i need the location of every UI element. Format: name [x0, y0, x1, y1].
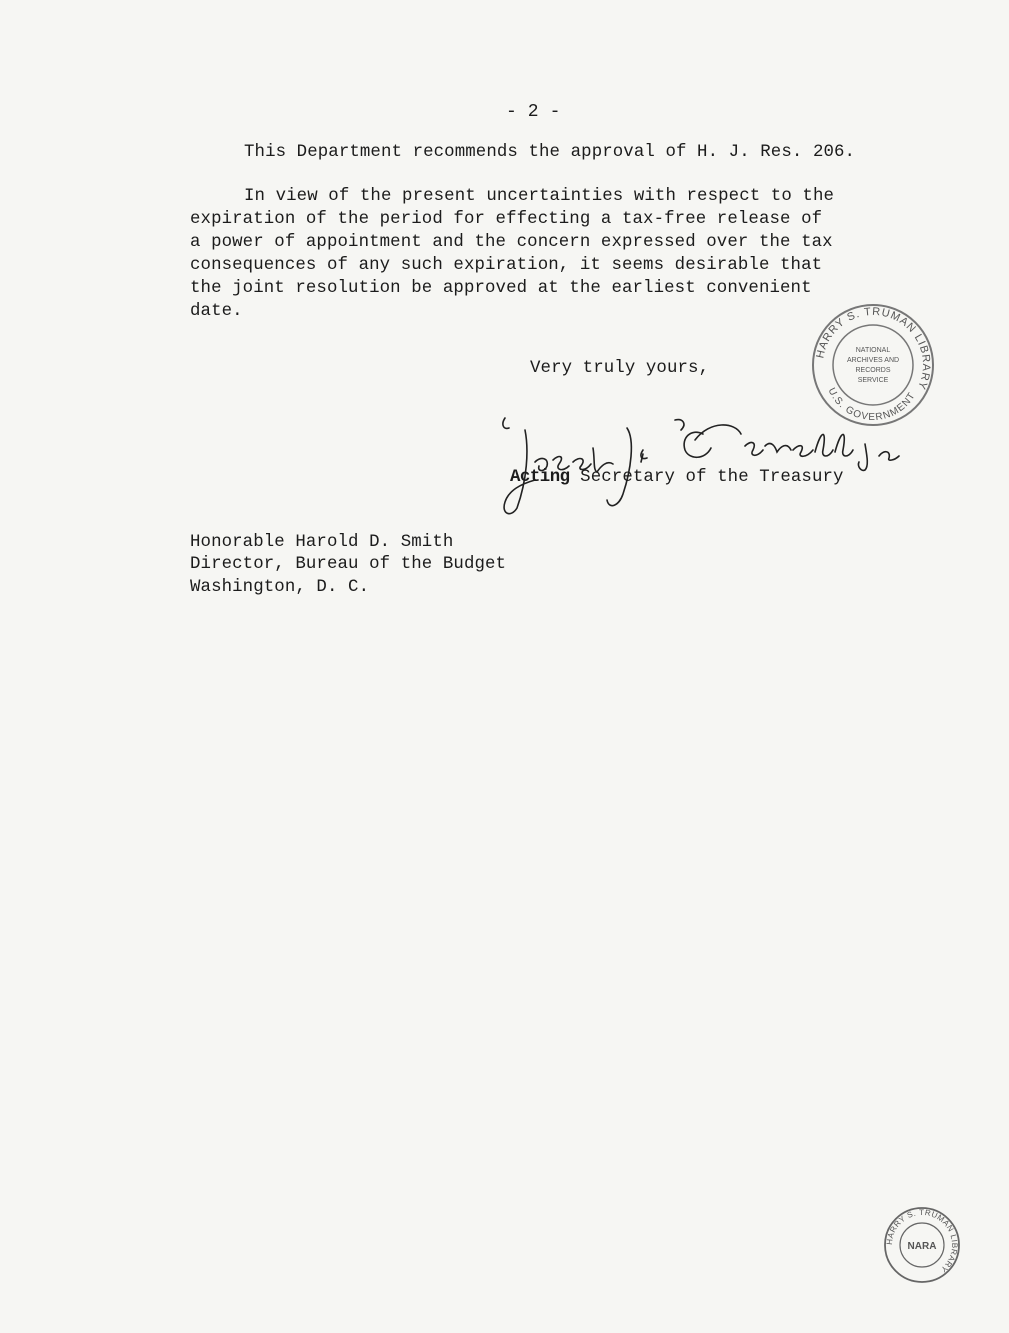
svg-text:NATIONAL: NATIONAL — [855, 347, 891, 354]
svg-text:SERVICE: SERVICE — [857, 377, 889, 384]
complimentary-close: Very truly yours, — [530, 359, 710, 378]
signature-block — [510, 465, 844, 491]
svg-text:HARRY S. TRUMAN LIBRARY: HARRY S. TRUMAN LIBRARY — [814, 305, 933, 392]
paragraph-line: a power of appointment and the concern expressed over the tax — [190, 233, 833, 252]
library-stamp-lower — [882, 1205, 962, 1285]
paragraph-line: consequences of any such expiration, it seems desirable that — [190, 256, 823, 275]
signer-title: Secretary of the Treasury — [580, 468, 844, 487]
addressee-title: Director, Bureau of the Budget — [190, 555, 507, 574]
svg-text:ARCHIVES AND: ARCHIVES AND — [846, 357, 900, 364]
library-stamp-upper — [808, 300, 938, 430]
svg-text:HARRY S. TRUMAN LIBRARY: HARRY S. TRUMAN LIBRARY — [884, 1207, 960, 1275]
paragraph-line: date. — [190, 302, 243, 321]
paragraph-line: In view of the present uncertainties with respect to the — [244, 187, 835, 206]
addressee-name: Honorable Harold D. Smith — [190, 533, 454, 552]
paragraph-recommendation: This Department recommends the approval of H. J. Res. 206. — [244, 143, 856, 162]
svg-text:U.S. GOVERNMENT: U.S. GOVERNMENT — [825, 386, 918, 424]
page-number: - 2 - — [506, 102, 561, 122]
addressee-city: Washington, D. C. — [190, 578, 370, 597]
paragraph-line: the joint resolution be approved at the earliest convenient — [190, 279, 812, 298]
svg-text:RECORDS: RECORDS — [855, 367, 891, 374]
svg-text:NARA: NARA — [907, 1241, 937, 1252]
acting-label: Acting — [510, 468, 570, 487]
paragraph-line: expiration of the period for effecting a tax-free release of — [190, 210, 823, 229]
